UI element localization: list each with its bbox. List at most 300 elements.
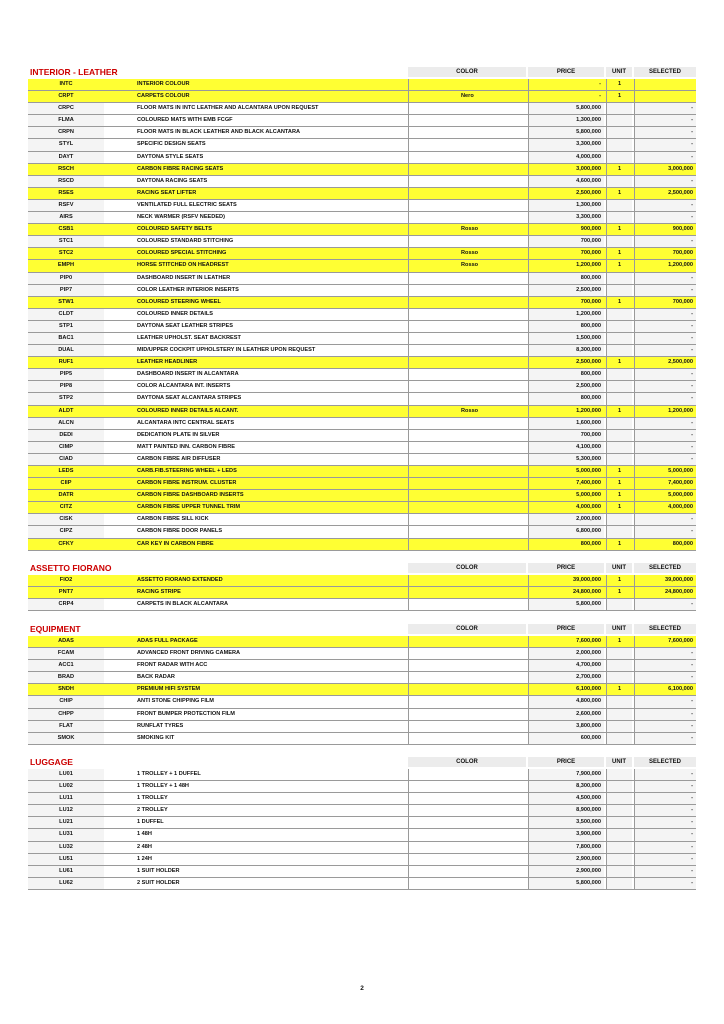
option-code: LU01: [28, 769, 104, 780]
option-selected: -: [634, 139, 696, 150]
table-row: [28, 866, 696, 878]
option-price: 7,900,000: [528, 769, 604, 780]
table-row: [28, 164, 696, 176]
option-color: [408, 829, 526, 840]
option-selected: -: [634, 854, 696, 865]
option-color: [408, 152, 526, 163]
table-row: [28, 188, 696, 200]
column-header-color: COLOR: [408, 67, 526, 77]
option-code: ADAS: [58, 638, 74, 644]
table-row: [28, 152, 696, 164]
option-unit: [606, 369, 632, 380]
option-price: 2,000,000: [528, 648, 604, 659]
option-color: [408, 430, 526, 441]
option-code: FCAM: [28, 648, 104, 659]
option-unit: [606, 696, 632, 707]
option-description: 1 DUFFEL: [137, 819, 164, 826]
option-code: LU61: [28, 866, 104, 877]
option-price: 2,900,000: [528, 854, 604, 865]
option-description: 2 48H: [137, 843, 152, 850]
option-description: 1 24H: [137, 855, 152, 862]
option-code: LEDS: [58, 468, 74, 474]
option-color: [408, 817, 526, 828]
option-price: 1,300,000: [528, 200, 604, 211]
option-price: 4,000,000: [528, 502, 604, 513]
option-unit: [606, 829, 632, 840]
option-description: CARPETS COLOUR: [137, 93, 190, 100]
option-code: FLAT: [28, 721, 104, 732]
option-color: [408, 842, 526, 853]
option-price: 3,500,000: [528, 817, 604, 828]
option-description: COLOURED STANDARD STITCHING: [137, 238, 234, 245]
option-color: [408, 709, 526, 720]
option-code: FIO2: [59, 577, 73, 583]
option-selected: 2,500,000: [634, 357, 696, 368]
option-code: LU11: [28, 793, 104, 804]
option-price: 2,500,000: [528, 357, 604, 368]
option-selected: 900,000: [634, 224, 696, 235]
table-row: [28, 793, 696, 805]
option-selected: -: [634, 200, 696, 211]
option-price: -: [528, 79, 604, 90]
option-description: CARBON FIBRE RACING SEATS: [137, 165, 224, 172]
option-code: SNDH: [58, 686, 74, 693]
option-price: 1,200,000: [528, 309, 604, 320]
option-color: [408, 648, 526, 659]
option-color: [408, 696, 526, 707]
option-selected: -: [634, 273, 696, 284]
option-selected: -: [634, 793, 696, 804]
option-unit: [606, 212, 632, 223]
option-color: [408, 660, 526, 671]
option-unit: 1: [606, 478, 632, 489]
option-selected: -: [634, 345, 696, 356]
section-header: [28, 563, 696, 575]
option-code: BRAD: [28, 672, 104, 683]
option-price: 3,800,000: [528, 721, 604, 732]
option-description: HORSE STITCHED ON HEADREST: [137, 262, 229, 269]
option-price: 5,800,000: [528, 599, 604, 610]
option-description: COLOURED MATS WITH EMB FCGF: [137, 117, 233, 124]
option-price: 800,000: [528, 539, 604, 550]
option-color: [408, 466, 526, 477]
option-unit: 1: [606, 636, 632, 647]
option-description: BACK RADAR: [137, 674, 175, 681]
option-color: [408, 103, 526, 114]
option-price: 4,700,000: [528, 660, 604, 671]
option-description: INTERIOR COLOUR: [137, 81, 190, 87]
option-description: RACING STRIPE: [137, 589, 181, 596]
option-code: BAC1: [28, 333, 104, 344]
option-price: 800,000: [528, 393, 604, 404]
table-row: [28, 672, 696, 684]
option-selected: -: [634, 115, 696, 126]
option-code: ACC1: [28, 660, 104, 671]
table-row: [28, 369, 696, 381]
option-selected: 7,400,000: [634, 478, 696, 489]
option-selected: -: [634, 127, 696, 138]
section-header: [28, 67, 696, 79]
option-price: 6,800,000: [528, 526, 604, 537]
option-code: LU62: [28, 878, 104, 889]
option-price: 700,000: [528, 236, 604, 247]
option-price: 4,100,000: [528, 442, 604, 453]
table-row: [28, 514, 696, 526]
option-price: 5,300,000: [528, 454, 604, 465]
option-description: CARBON FIBRE SILL KICK: [137, 516, 209, 523]
option-selected: -: [634, 176, 696, 187]
column-header-selected: SELECTED: [634, 563, 696, 573]
option-unit: [606, 805, 632, 816]
option-color: [408, 684, 526, 695]
table-row: [28, 526, 696, 538]
option-code: PIP5: [28, 369, 104, 380]
option-selected: -: [634, 381, 696, 392]
option-code: CRP4: [28, 599, 104, 610]
option-color: [408, 369, 526, 380]
table-row: [28, 236, 696, 248]
option-code: PIP7: [28, 285, 104, 296]
option-price: 600,000: [528, 733, 604, 744]
option-color: [408, 575, 526, 586]
option-unit: 1: [606, 684, 632, 695]
option-unit: [606, 139, 632, 150]
table-row: [28, 878, 696, 890]
option-selected: -: [634, 526, 696, 537]
option-selected: 700,000: [634, 248, 696, 259]
option-code: CRPN: [28, 127, 104, 138]
option-color: [408, 636, 526, 647]
table-row: [28, 490, 696, 502]
option-color: [408, 333, 526, 344]
option-price: 2,000,000: [528, 514, 604, 525]
option-price: 5,000,000: [528, 466, 604, 477]
table-row: [28, 721, 696, 733]
option-unit: [606, 660, 632, 671]
option-unit: 1: [606, 79, 632, 90]
option-code: CRPT: [58, 93, 74, 100]
option-description: FLOOR MATS IN BLACK LEATHER AND BLACK ALCANTARA: [137, 129, 301, 136]
option-code: DEDI: [28, 430, 104, 441]
option-description: DAYTONA SEAT ALCANTARA STRIPES: [137, 395, 242, 402]
option-unit: 1: [606, 297, 632, 308]
option-unit: [606, 514, 632, 525]
option-color: [408, 454, 526, 465]
option-code: CIIP: [60, 480, 72, 487]
option-price: 700,000: [528, 297, 604, 308]
option-code: CSB1: [58, 226, 74, 233]
option-code: CHPP: [28, 709, 104, 720]
option-description: DASHBOARD INSERT IN LEATHER: [137, 274, 231, 281]
option-code: STP2: [28, 393, 104, 404]
option-code: RUF1: [58, 359, 74, 366]
option-selected: -: [634, 781, 696, 792]
option-selected: -: [634, 418, 696, 429]
option-color: Nero: [408, 91, 526, 102]
table-row: [28, 297, 696, 309]
option-description: RACING SEAT LIFTER: [137, 189, 197, 196]
option-price: 3,900,000: [528, 829, 604, 840]
option-price: 4,600,000: [528, 176, 604, 187]
table-row: [28, 224, 696, 236]
option-color: [408, 866, 526, 877]
option-description: FRONT BUMPER PROTECTION FILM: [137, 710, 235, 717]
option-color: [408, 599, 526, 610]
option-price: 900,000: [528, 224, 604, 235]
option-unit: [606, 709, 632, 720]
option-selected: 800,000: [634, 539, 696, 550]
option-color: [408, 381, 526, 392]
option-color: [408, 139, 526, 150]
option-code: AIRS: [28, 212, 104, 223]
option-selected: -: [634, 369, 696, 380]
column-header-price: PRICE: [528, 67, 604, 77]
option-color: [408, 164, 526, 175]
option-selected: -: [634, 672, 696, 683]
option-price: 3,300,000: [528, 212, 604, 223]
option-unit: 1: [606, 224, 632, 235]
option-price: 2,500,000: [528, 285, 604, 296]
option-code: STP1: [28, 321, 104, 332]
option-color: [408, 854, 526, 865]
option-selected: 1,200,000: [634, 260, 696, 271]
option-color: [408, 115, 526, 126]
option-unit: 1: [606, 188, 632, 199]
option-unit: [606, 285, 632, 296]
option-color: [408, 357, 526, 368]
option-price: 1,200,000: [528, 406, 604, 417]
option-code: INTC: [59, 81, 73, 87]
option-selected: 700,000: [634, 297, 696, 308]
option-unit: [606, 866, 632, 877]
option-selected: -: [634, 599, 696, 610]
option-color: [408, 514, 526, 525]
table-row: [28, 842, 696, 854]
option-code: CITZ: [59, 504, 73, 511]
option-unit: 1: [606, 357, 632, 368]
table-row: [28, 781, 696, 793]
option-description: COLOURED SPECIAL STITCHING: [137, 250, 227, 257]
table-row: [28, 817, 696, 829]
option-description: CARB.FIB.STEERING WHEEL + LEDS: [137, 468, 237, 474]
option-price: 39,000,000: [528, 575, 604, 586]
option-unit: 1: [606, 539, 632, 550]
table-row: [28, 333, 696, 345]
option-selected: -: [634, 333, 696, 344]
option-color: [408, 805, 526, 816]
table-row: [28, 733, 696, 745]
option-unit: [606, 127, 632, 138]
table-row: [28, 200, 696, 212]
option-unit: [606, 273, 632, 284]
option-description: SPECIFIC DESIGN SEATS: [137, 141, 206, 148]
option-code: CIPZ: [28, 526, 104, 537]
option-description: FLOOR MATS IN INTC LEATHER AND ALCANTARA UPON REQUEST: [137, 105, 319, 112]
option-price: 700,000: [528, 430, 604, 441]
option-description: VENTILATED FULL ELECTRIC SEATS: [137, 201, 237, 208]
option-unit: 1: [606, 575, 632, 586]
option-price: 4,500,000: [528, 793, 604, 804]
option-description: LEATHER UPHOLST. SEAT BACKREST: [137, 334, 241, 341]
table-row: [28, 684, 696, 696]
option-color: [408, 188, 526, 199]
option-code: CRPC: [28, 103, 104, 114]
option-unit: [606, 793, 632, 804]
option-code: LU51: [28, 854, 104, 865]
option-color: [408, 478, 526, 489]
option-description: CARPETS IN BLACK ALCANTARA: [137, 601, 229, 608]
option-unit: [606, 236, 632, 247]
option-description: ASSETTO FIORANO EXTENDED: [137, 577, 223, 583]
option-code: CIMP: [28, 442, 104, 453]
option-description: COLOURED INNER DETAILS ALCANT.: [137, 407, 239, 414]
option-color: [408, 418, 526, 429]
option-code: ALCN: [28, 418, 104, 429]
column-header-unit: UNIT: [606, 563, 632, 573]
option-color: [408, 273, 526, 284]
option-unit: [606, 854, 632, 865]
option-code: CFKY: [58, 540, 74, 547]
option-selected: -: [634, 430, 696, 441]
option-description: COLOURED STEERING WHEEL: [137, 298, 221, 305]
option-selected: -: [634, 721, 696, 732]
option-selected: 24,800,000: [634, 587, 696, 598]
option-selected: -: [634, 878, 696, 889]
table-row: [28, 539, 696, 551]
option-price: 8,900,000: [528, 805, 604, 816]
column-header-selected: SELECTED: [634, 67, 696, 77]
option-selected: [634, 79, 696, 90]
option-unit: 1: [606, 260, 632, 271]
option-description: COLOR ALCANTARA INT. INSERTS: [137, 383, 231, 390]
option-unit: [606, 599, 632, 610]
option-code: RSES: [58, 189, 74, 196]
table-row: [28, 309, 696, 321]
table-row: [28, 502, 696, 514]
option-code: ALDT: [58, 407, 74, 414]
option-color: [408, 285, 526, 296]
option-unit: [606, 454, 632, 465]
table-row: [28, 575, 696, 587]
option-description: COLOURED SAFETY BELTS: [137, 226, 213, 233]
table-row: [28, 829, 696, 841]
option-description: 2 SUIT HOLDER: [137, 879, 180, 886]
option-description: 1 TROLLEY + 1 48H: [137, 783, 189, 790]
option-selected: -: [634, 829, 696, 840]
option-unit: [606, 152, 632, 163]
option-code: EMPH: [57, 262, 75, 269]
option-color: [408, 781, 526, 792]
option-price: 5,800,000: [528, 878, 604, 889]
option-color: [408, 733, 526, 744]
table-row: [28, 345, 696, 357]
column-header-color: COLOR: [408, 563, 526, 573]
option-code: DATR: [58, 492, 74, 499]
option-unit: [606, 309, 632, 320]
column-header-unit: UNIT: [606, 67, 632, 77]
option-description: SMOKING KIT: [137, 734, 175, 741]
option-code: LU32: [28, 842, 104, 853]
option-selected: -: [634, 285, 696, 296]
option-code: FLMA: [28, 115, 104, 126]
option-price: 7,800,000: [528, 842, 604, 853]
section-equipment: [28, 624, 696, 745]
option-selected: -: [634, 817, 696, 828]
option-price: 2,900,000: [528, 866, 604, 877]
table-row: [28, 212, 696, 224]
option-selected: -: [634, 309, 696, 320]
option-unit: [606, 648, 632, 659]
table-row: [28, 103, 696, 115]
option-unit: [606, 442, 632, 453]
option-description: ADAS FULL PACKAGE: [137, 638, 198, 644]
option-description: DEDICATION PLATE IN SILVER: [137, 431, 220, 438]
option-selected: -: [634, 648, 696, 659]
option-description: LEATHER HEADLINER: [137, 359, 198, 366]
table-row: [28, 478, 696, 490]
table-row: [28, 418, 696, 430]
option-price: 3,000,000: [528, 164, 604, 175]
option-unit: [606, 842, 632, 853]
option-selected: 3,000,000: [634, 164, 696, 175]
option-description: 1 TROLLEY + 1 DUFFEL: [137, 771, 201, 777]
option-description: ALCANTARA INTC CENTRAL SEATS: [137, 419, 235, 426]
table-row: [28, 127, 696, 139]
option-price: 4,000,000: [528, 152, 604, 163]
option-code: LU21: [28, 817, 104, 828]
option-price: 8,300,000: [528, 345, 604, 356]
option-unit: [606, 878, 632, 889]
option-selected: 5,000,000: [634, 466, 696, 477]
option-selected: -: [634, 514, 696, 525]
section-header: [28, 757, 696, 769]
option-code: PIP8: [28, 381, 104, 392]
page-number: 2: [360, 985, 364, 992]
option-price: 7,600,000: [528, 636, 604, 647]
option-unit: [606, 430, 632, 441]
option-code: LU12: [28, 805, 104, 816]
option-description: CAR KEY IN CARBON FIBRE: [137, 540, 214, 547]
option-code: PNT7: [58, 589, 74, 596]
table-row: [28, 769, 696, 781]
option-selected: -: [634, 709, 696, 720]
option-unit: 1: [606, 466, 632, 477]
option-description: MATT PAINTED INN. CARBON FIBRE: [137, 443, 235, 450]
option-price: 2,500,000: [528, 381, 604, 392]
option-selected: 5,000,000: [634, 490, 696, 501]
option-unit: [606, 526, 632, 537]
option-unit: [606, 817, 632, 828]
option-price: 2,700,000: [528, 672, 604, 683]
column-header-selected: SELECTED: [634, 757, 696, 767]
option-description: CARBON FIBRE INSTRUM. CLUSTER: [137, 480, 237, 487]
table-row: [28, 321, 696, 333]
option-description: CARBON FIBRE DOOR PANELS: [137, 528, 223, 535]
option-color: Rosso: [408, 260, 526, 271]
table-row: [28, 248, 696, 260]
option-color: Rosso: [408, 248, 526, 259]
table-row: [28, 357, 696, 369]
column-header-selected: SELECTED: [634, 624, 696, 634]
option-description: RUNFLAT TYRES: [137, 722, 184, 729]
section-title: EQUIPMENT: [30, 624, 81, 634]
option-code: DUAL: [28, 345, 104, 356]
option-unit: [606, 200, 632, 211]
option-description: CARBON FIBRE DASHBOARD INSERTS: [137, 492, 244, 499]
option-selected: -: [634, 733, 696, 744]
option-selected: -: [634, 212, 696, 223]
option-code: PIP0: [28, 273, 104, 284]
